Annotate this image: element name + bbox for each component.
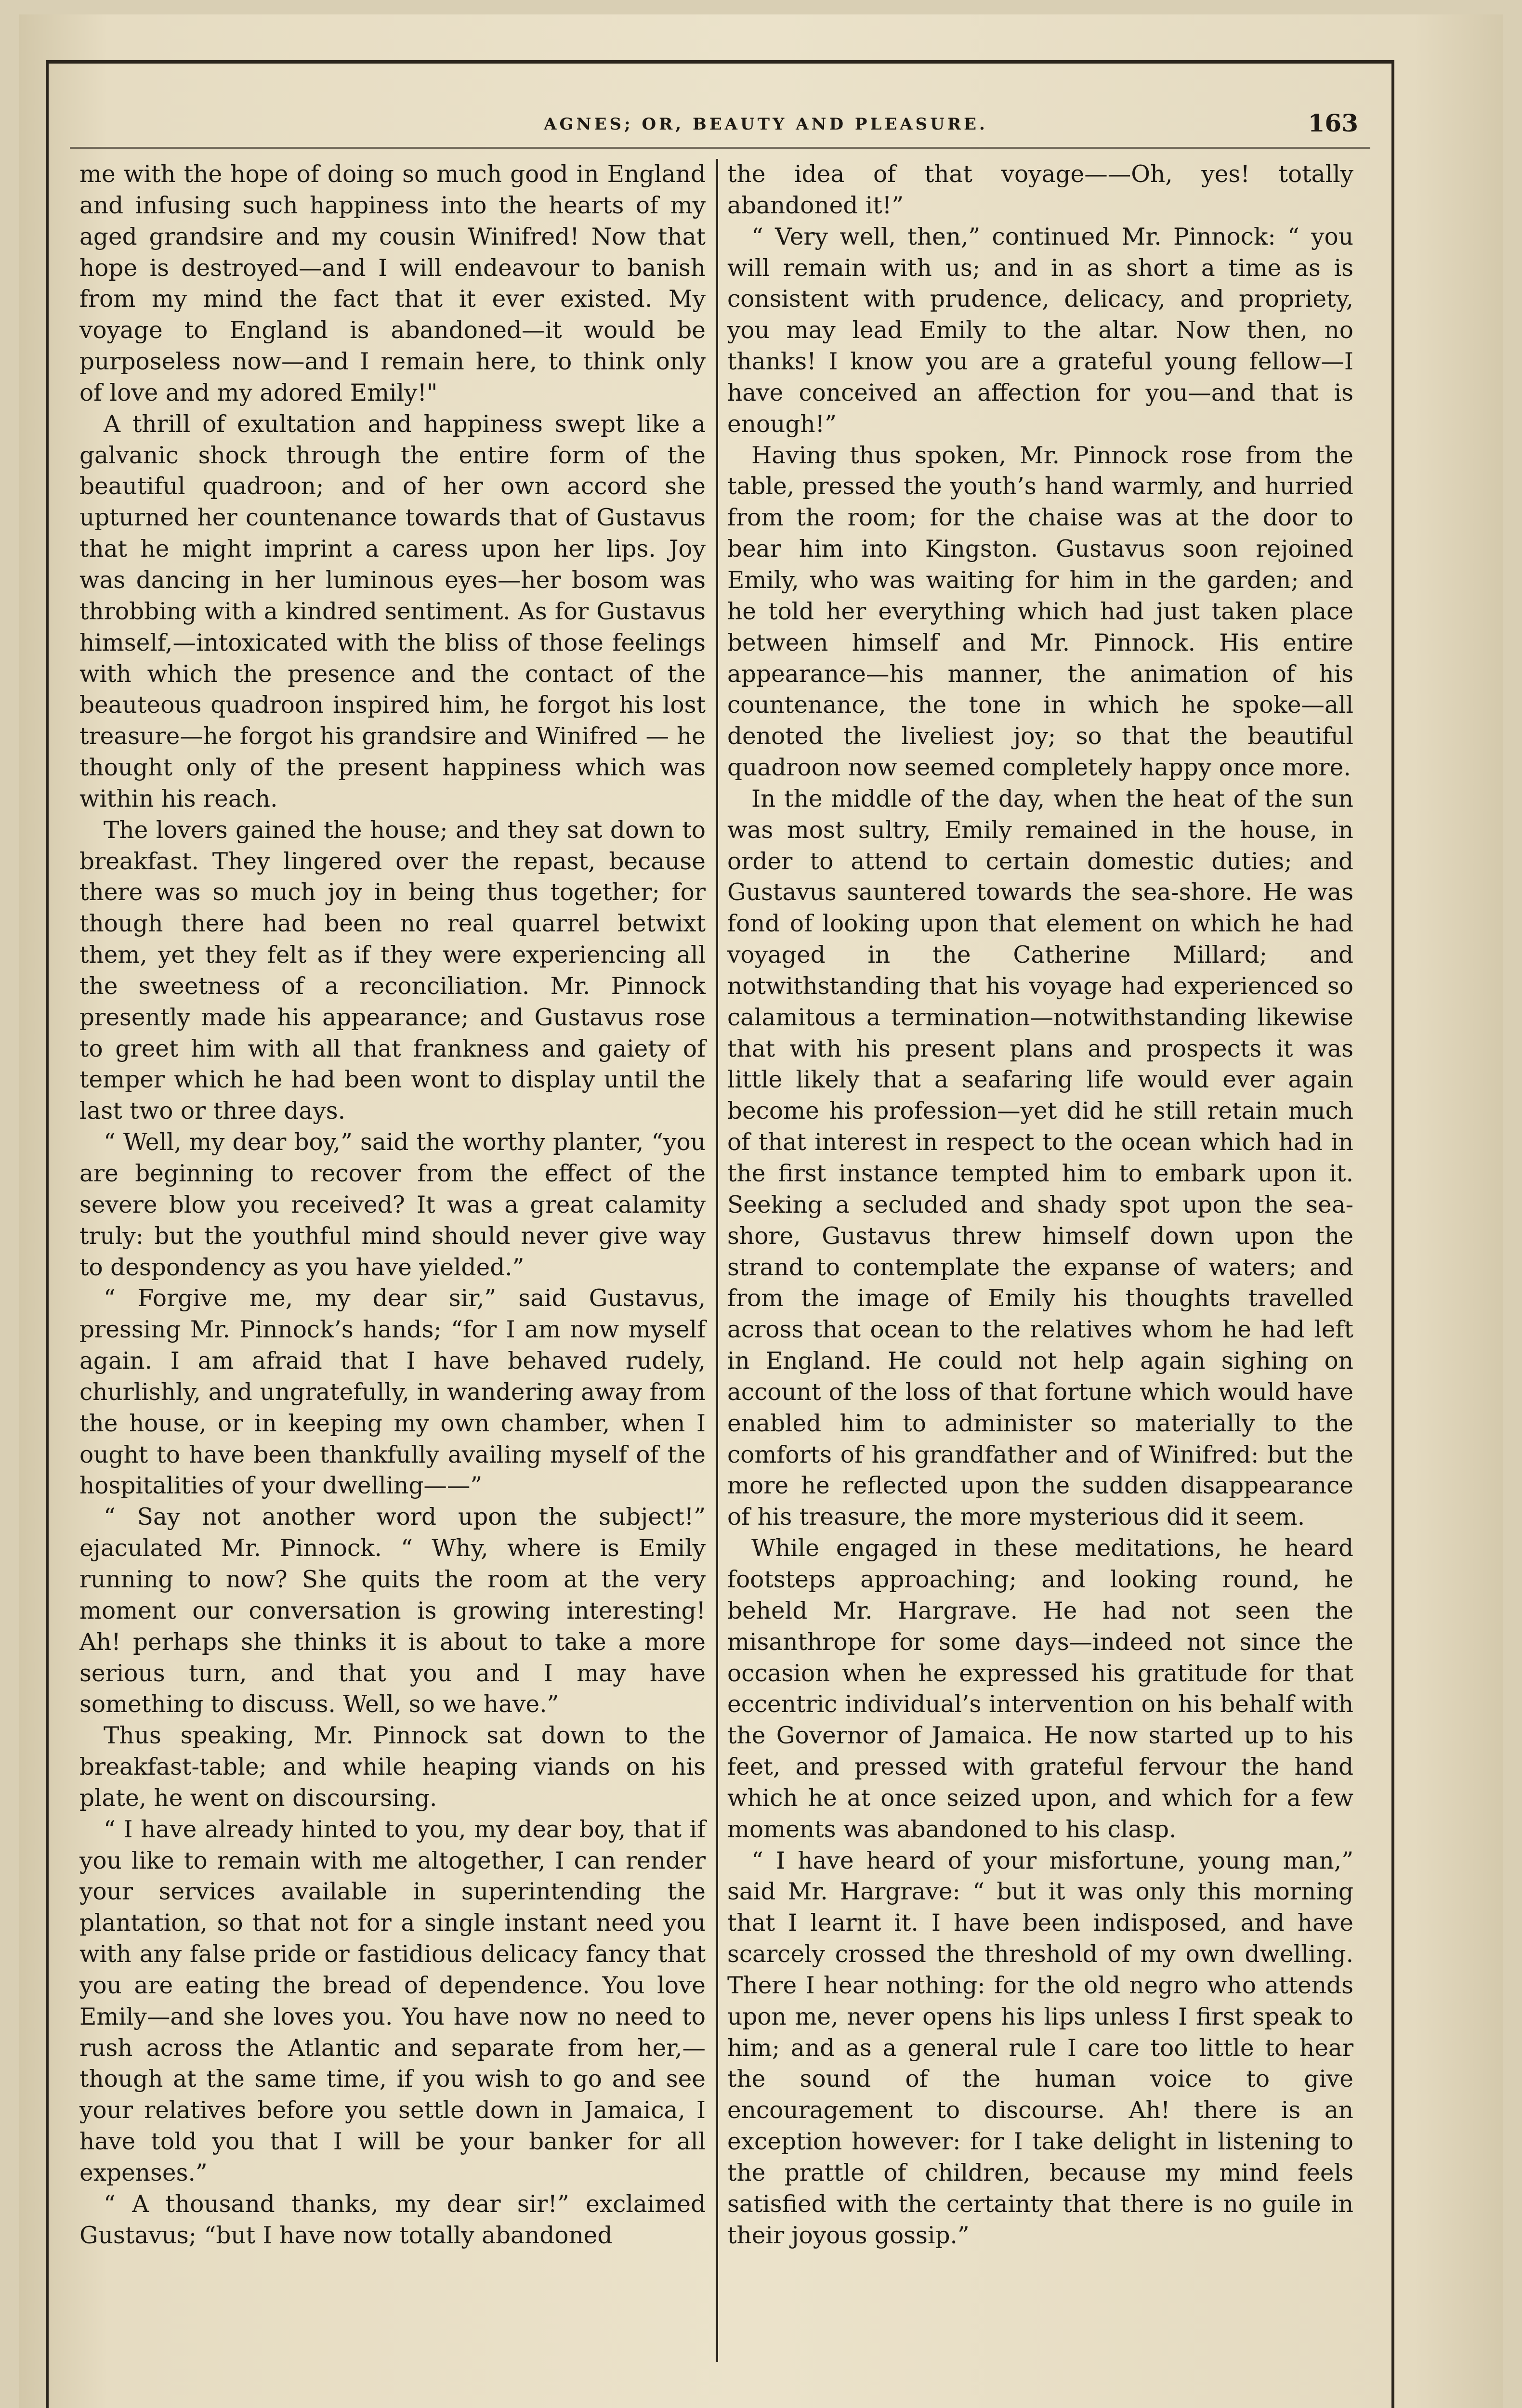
left-border-rule bbox=[46, 60, 49, 2408]
paragraph: “ Well, my dear boy,” said the worthy planter, “you are beginning to recover from the effect of the severe blow you received? It was a great calamity truly: but the youthful mind should never give way to despondency as you have yielded.” bbox=[79, 1129, 706, 1281]
top-border-rule bbox=[46, 60, 1394, 64]
paragraph: The lovers gained the house; and they sat down to breakfast. They lingered over the repast, because there was so much joy in being thus together; for though there had been no real quarrel betwixt them, yet they felt as if they were experiencing all the sweetness of a reconciliation. Mr. Pinnock presently made his appearance; and Gustavus rose to greet him with all that frankness and gaiety of temper which he had been wont to display until the last two or three days. bbox=[79, 816, 706, 1125]
paragraph: “ Say not another word upon the subject!” ejaculated Mr. Pinnock. “ Why, where is Emily running to now? She quits the room at the very moment our conversation is growing interesting! Ah! perhaps she thinks it is about to take a more serious turn, and that you and I may have something to discuss. Well, so we have.” bbox=[79, 1504, 706, 1718]
right-column bbox=[727, 159, 1353, 2251]
paragraph: Thus speaking, Mr. Pinnock sat down to the breakfast-table; and while heaping viands on his plate, he went on discoursing. bbox=[79, 1722, 706, 1812]
paragraph: the idea of that voyage——Oh, yes! totally abandoned it!” bbox=[727, 161, 1353, 219]
paragraph: me with the hope of doing so much good in England and infusing such happiness into the hearts of my aged grandsire and my cousin Winifred! Now that hope is destroyed—and I will endeavour to banish from my mind the fact that it ever existed. My voyage to England is abandoned—it would be purposeless now—and I remain here, to think only of love and my adored Emily!" bbox=[79, 161, 706, 406]
paragraph: “ Very well, then,” continued Mr. Pinnock: “ you will remain with us; and in as short a time as is consistent with prudence, delicacy, and propriety, you may lead Emily to the altar. Now then, no thanks! I know you are a grateful young fellow—I have conceived an affection for you—and that is enough!” bbox=[727, 223, 1353, 438]
column-divider bbox=[716, 159, 718, 2362]
header-rule bbox=[70, 147, 1370, 149]
paragraph: In the middle of the day, when the heat of the sun was most sultry, Emily remained in the house, in order to attend to certain domestic duties; and Gustavus sauntered towards the sea-shore. He was fond of looking upon that element on which he had voyaged in the Catherine Millard; and notwithstanding that his voyage had experienced so calamitous a termination—notwithstanding likewise that with his present plans and prospects it was little likely that a seafaring life would ever again become his profession—yet did he still retain much of that interest in respect to the ocean which had in the first instance tempted him to embark upon it. Seeking a secluded and shady spot upon the sea-shore, Gustavus threw himself down upon the strand to contemplate the expanse of waters; and from the image of Emily his thoughts travelled across that ocean to the relatives whom he had left in England. He could not help again sighing on account of the loss of that fortune which would have enabled him to administer so materially to the comforts of his grandfather and of Winifred: but the more he reflected upon the sudden disappearance of his treasure, the more mysterious did it seem. bbox=[727, 785, 1353, 1531]
paragraph: “ I have already hinted to you, my dear boy, that if you like to remain with me altogether, I can render your services available in superintending the plantation, so that not for a single instant need you with any false pride or fastidious delicacy fancy that you are eating the bread of dependence. You love Emily—and she loves you. You have now no need to rush across the Atlantic and separate from her,—though at the same time, if you wish to go and see your relatives before you settle down in Jamaica, I have told you that I will be your banker for all expenses.” bbox=[79, 1816, 706, 2186]
paragraph: A thrill of exultation and happiness swept like a galvanic shock through the entire form of the beautiful quadroon; and of her own accord she upturned her countenance towards that of Gustavus that he might imprint a caress upon her lips. Joy was dancing in her luminous eyes—her bosom was throbbing with a kindred sentiment. As for Gustavus himself,—intoxicated with the bliss of those feelings with which the presence and the contact of the beauteous quadroon inspired him, he forgot his lost treasure—he forgot his grandsire and Winifred — he thought only of the present happiness which was within his reach. bbox=[79, 410, 706, 812]
right-border-rule bbox=[1391, 60, 1394, 2408]
paragraph: “ A thousand thanks, my dear sir!” exclaimed Gustavus; “but I have now totally abandoned bbox=[79, 2190, 706, 2249]
paragraph: Having thus spoken, Mr. Pinnock rose from the table, pressed the youth’s hand warmly, and hurried from the room; for the chaise was at the door to bear him into Kingston. Gustavus soon rejoined Emily, who was waiting for him in the garden; and he told her everything which had just taken place between himself and Mr. Pinnock. His entire appearance—his manner, the animation of his countenance, the tone in which he spoke—all denoted the liveliest joy; so that the beautiful quadroon now seemed completely happy once more. bbox=[727, 442, 1353, 782]
book-page bbox=[19, 14, 1503, 2408]
paragraph: While engaged in these meditations, he heard footsteps approaching; and looking round, he beheld Mr. Hargrave. He had not seen the misanthrope for some days—indeed not since the occasion when he expressed his gratitude for that eccentric individual’s intervention on his behalf with the Governor of Jamaica. He now started up to his feet, and pressed with grateful fervour the hand which he at once seized upon, and which for a few moments was abandoned to his clasp. bbox=[727, 1535, 1353, 1843]
paragraph: “ I have heard of your misfortune, young man,” said Mr. Hargrave: “ but it was only this morning that I learnt it. I have been indisposed, and have scarcely crossed the threshold of my own dwelling. There I hear nothing: for the old negro who attends upon me, never opens his lips unless I first speak to him; and as a general rule I care too little to hear the sound of the human voice to give encouragement to discourse. Ah! there is an exception however: for I take delight in listening to the prattle of children, because my mind feels satisfied with the certainty that there is no guile in their joyous gossip.” bbox=[727, 1847, 1353, 2249]
left-column bbox=[79, 159, 706, 2251]
paragraph: “ Forgive me, my dear sir,” said Gustavus, pressing Mr. Pinnock’s hands; “for I am now myself again. I am afraid that I have behaved rudely, churlishly, and ungratefully, in wandering away from the house, or in keeping my own chamber, when I ought to have been thankfully availing myself of the hospitalities of your dwelling——” bbox=[79, 1285, 706, 1500]
running-title: AGNES; OR, BEAUTY AND PLEASURE. bbox=[544, 115, 988, 134]
page-number: 163 bbox=[1308, 109, 1358, 137]
